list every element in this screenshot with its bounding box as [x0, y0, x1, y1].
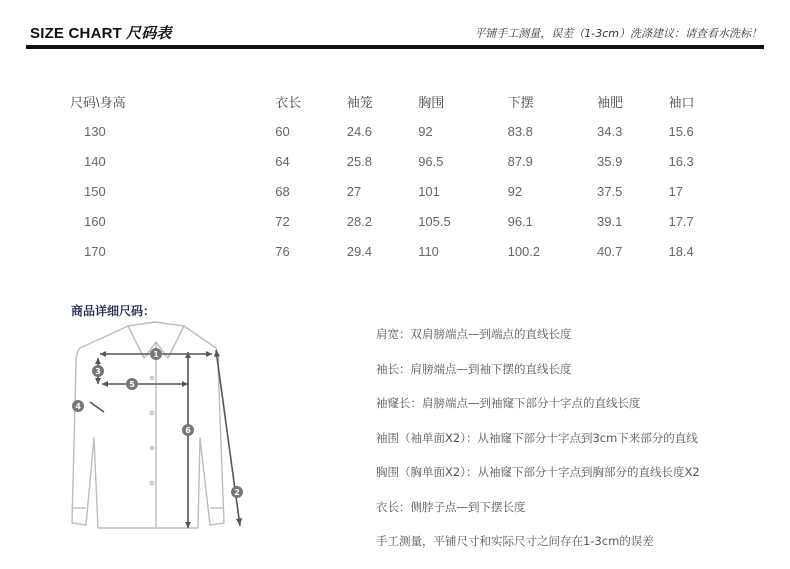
- table-cell: 101: [418, 183, 440, 199]
- table-row: [40, 206, 740, 236]
- col-sleeve-width: 袖肥: [597, 94, 624, 110]
- table-cell: 17: [668, 183, 683, 199]
- marker-3: [92, 365, 104, 377]
- table-cell: 140: [84, 153, 106, 169]
- svg-text:1: 1: [153, 350, 159, 359]
- table-cell: 34.3: [597, 123, 623, 139]
- table-cell: 96.1: [507, 213, 533, 229]
- table-cell: 83.8: [507, 123, 533, 139]
- table-cell: 37.5: [597, 183, 623, 199]
- svg-text:3: 3: [95, 367, 101, 376]
- desc-error-note: 手工测量，平铺尺寸和实际尺寸之间存在1-3cm的误差: [376, 534, 654, 548]
- col-cuff: 袖口: [668, 94, 695, 110]
- svg-text:6: 6: [185, 426, 191, 435]
- desc-chest: 胸围（胸单面X2）：从袖窿下部分十字点到胸部分的直线长度X2: [376, 465, 700, 479]
- table-cell: 15.6: [668, 123, 694, 139]
- table-header-row: [40, 86, 740, 116]
- table-cell: 27: [346, 183, 362, 199]
- table-cell: 170: [84, 243, 106, 259]
- table-cell: 17.7: [668, 213, 694, 229]
- table-cell: 160: [84, 213, 106, 229]
- table-cell: 25.8: [346, 153, 373, 169]
- title-en: SIZE CHART: [30, 25, 122, 42]
- desc-armhole: 袖窿长：肩膀端点—到袖窿下部分十字点的直线长度: [376, 396, 641, 410]
- col-length: 衣长: [275, 94, 302, 110]
- table-cell: 105.5: [418, 213, 451, 229]
- table-cell: 96.5: [418, 153, 444, 169]
- table-cell: 76: [275, 243, 290, 259]
- shirt-diagram: [60, 318, 260, 558]
- table-cell: 72: [275, 213, 290, 229]
- col-hem: 下摆: [507, 94, 534, 110]
- desc-sleeve-length: 袖长：肩膀端点—到袖下摆的直线长度: [376, 361, 572, 376]
- table-row: [40, 116, 740, 146]
- table-row: [40, 236, 740, 266]
- marker-1: [150, 348, 162, 360]
- svg-text:4: 4: [75, 402, 81, 411]
- table-cell: 87.9: [507, 153, 533, 169]
- svg-text:2: 2: [234, 488, 240, 497]
- table-row: [40, 146, 740, 176]
- table-cell: 150: [84, 183, 106, 199]
- table-cell: 92: [418, 123, 433, 139]
- marker-4: [72, 400, 84, 412]
- measurement-descriptions: [376, 326, 700, 568]
- sleeve-length-line: [216, 350, 240, 526]
- sleeve-width-line: [90, 402, 104, 412]
- marker-2: [231, 486, 243, 498]
- table-cell: 39.1: [597, 213, 623, 229]
- table-cell: 28.2: [346, 213, 373, 229]
- table-cell: 110: [418, 243, 439, 259]
- col-size-height: 尺码\身高: [70, 94, 126, 110]
- table-cell: 18.4: [668, 243, 694, 259]
- table-cell: 130: [84, 123, 106, 139]
- table-cell: 100.2: [507, 243, 541, 259]
- title-cn: 尺码表: [126, 25, 172, 42]
- desc-shoulder: 肩宽：双肩膀端点—到端点的直线长度: [376, 327, 572, 341]
- col-chest: 胸围: [418, 94, 445, 110]
- table-cell: 40.7: [597, 243, 623, 259]
- desc-length: 衣长：侧脖子点—到下摆长度: [376, 499, 526, 514]
- marker-5: [126, 378, 138, 390]
- col-armhole: 袖笼: [346, 94, 373, 110]
- header: [26, 18, 764, 48]
- table-cell: 29.4: [346, 243, 373, 259]
- measurement-note: 平铺手工测量，误差（1-3cm）洗涤建议：请查看水洗标！: [474, 27, 762, 40]
- table-cell: 68: [275, 183, 290, 199]
- table-row: [40, 176, 740, 206]
- header-divider: [26, 45, 764, 49]
- desc-sleeve-width: 袖围（袖单面X2）：从袖窿下部分十字点到3cm下来部分的直线: [376, 430, 698, 445]
- table-cell: 60: [275, 123, 290, 139]
- table-cell: 64: [275, 153, 290, 169]
- table-cell: 16.3: [668, 153, 694, 169]
- detail-title: 商品详细尺码：: [71, 304, 156, 318]
- size-chart-title: [30, 22, 172, 43]
- svg-text:5: 5: [129, 380, 135, 389]
- table-cell: 35.9: [597, 153, 623, 169]
- size-table: [40, 86, 740, 266]
- table-cell: 24.6: [346, 123, 373, 139]
- table-cell: 92: [507, 183, 523, 199]
- marker-6: [182, 424, 194, 436]
